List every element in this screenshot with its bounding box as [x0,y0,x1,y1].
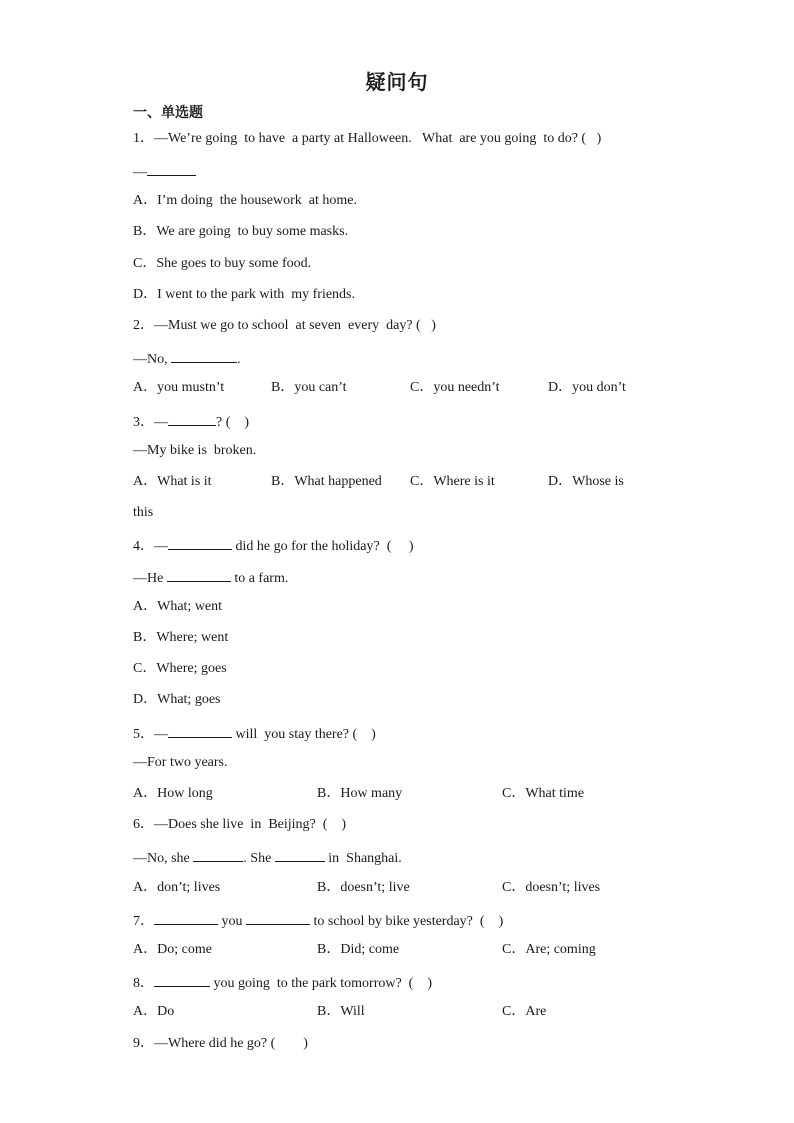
question-2-reply [133,348,241,369]
question-1-stem: 1．—We’re going to have a party at Halloween. What are you going to do? ( ) [133,131,602,146]
question-4-option-d: D．What; goes [133,692,221,707]
question-8-option-b: B．Will [317,1004,365,1019]
question-5-option-c: C．What time [502,786,585,801]
question-4-option-b: B．Where; went [133,630,229,645]
question-2-option-c: C．you needn’t [410,380,500,395]
answer-blank [246,910,310,925]
stem-suffix: will you stay there? ( ) [232,727,376,742]
question-3-option-a: A．What is it [133,474,212,489]
question-7-option-b: B．Did; come [317,942,400,957]
question-8-option-c: C．Are [502,1004,547,1019]
question-3-option-d: D．Whose is [548,474,624,489]
question-1-option-a: A．I’m doing the housework at home. [133,193,357,208]
question-6-stem: 6．—Does she live in Beijing? ( ) [133,817,347,832]
question-8-option-a: A．Do [133,1004,175,1019]
answer-blank [171,348,237,363]
question-6-option-a: A．don’t; lives [133,880,221,895]
question-4-reply [133,567,288,588]
reply-part-c: in Shanghai. [324,851,402,866]
question-7-stem [133,910,503,931]
question-4-option-c: C．Where; goes [133,661,227,676]
question-9-stem: 9．—Where did he go? ( ) [133,1036,308,1051]
answer-blank [147,161,196,176]
question-5-option-b: B．How many [317,786,403,801]
reply-prefix: — [133,165,147,180]
question-7-option-a: A．Do; come [133,942,212,957]
stem-part-b: you [218,914,246,929]
reply-suffix: to a farm. [230,571,289,586]
stem-suffix: did he go for the holiday? ( ) [232,539,414,554]
answer-blank [154,972,210,987]
question-2-option-b: B．you can’t [271,380,347,395]
answer-blank [167,567,231,582]
stem-part-a: 7． [133,914,154,929]
question-5-option-a: A．How long [133,786,213,801]
question-1-option-d: D．I went to the park with my friends. [133,287,356,302]
question-3-stem [133,411,249,432]
question-3-reply: —My bike is broken. [133,443,257,458]
question-7-option-c: C．Are; coming [502,942,596,957]
stem-part-c: to school by bike yesterday? ( ) [310,914,504,929]
stem-part-b: you going to the park tomorrow? ( ) [210,976,433,991]
question-6-reply [133,847,402,868]
question-3-option-b: B．What happened [271,474,382,489]
question-3-option-c: C．Where is it [410,474,495,489]
stem-suffix: ? ( ) [216,415,250,430]
reply-part-a: —No, she [133,851,194,866]
question-3-option-d-wrap: this [133,505,154,520]
answer-blank [168,723,232,738]
question-2-option-a: A．you mustn’t [133,380,225,395]
question-5-stem [133,723,376,744]
question-1-reply [133,161,196,182]
stem-part-a: 8． [133,976,154,991]
page-title: 疑问句 [365,70,429,94]
reply-suffix: . [237,352,241,367]
answer-blank [168,535,232,550]
stem-prefix: 4．— [133,539,168,554]
question-6-option-b: B．doesn’t; live [317,880,410,895]
answer-blank [154,910,218,925]
question-4-option-a: A．What; went [133,599,223,614]
question-6-option-c: C．doesn’t; lives [502,880,601,895]
stem-prefix: 5．— [133,727,168,742]
reply-prefix: —He [133,571,167,586]
answer-blank [275,847,325,862]
section-heading: 一、单选题 [133,105,203,121]
answer-blank [168,411,216,426]
question-8-stem [133,972,432,993]
reply-part-b: . She [243,851,275,866]
reply-prefix: —No, [133,352,172,367]
question-1-option-b: B．We are going to buy some masks. [133,224,349,239]
question-5-reply: —For two years. [133,755,228,770]
answer-blank [193,847,243,862]
stem-prefix: 3．— [133,415,168,430]
question-2-stem: 2．—Must we go to school at seven every day? ( ) [133,318,436,333]
question-4-stem [133,535,414,556]
question-1-option-c: C．She goes to buy some food. [133,256,312,271]
question-2-option-d: D．you don’t [548,380,626,395]
